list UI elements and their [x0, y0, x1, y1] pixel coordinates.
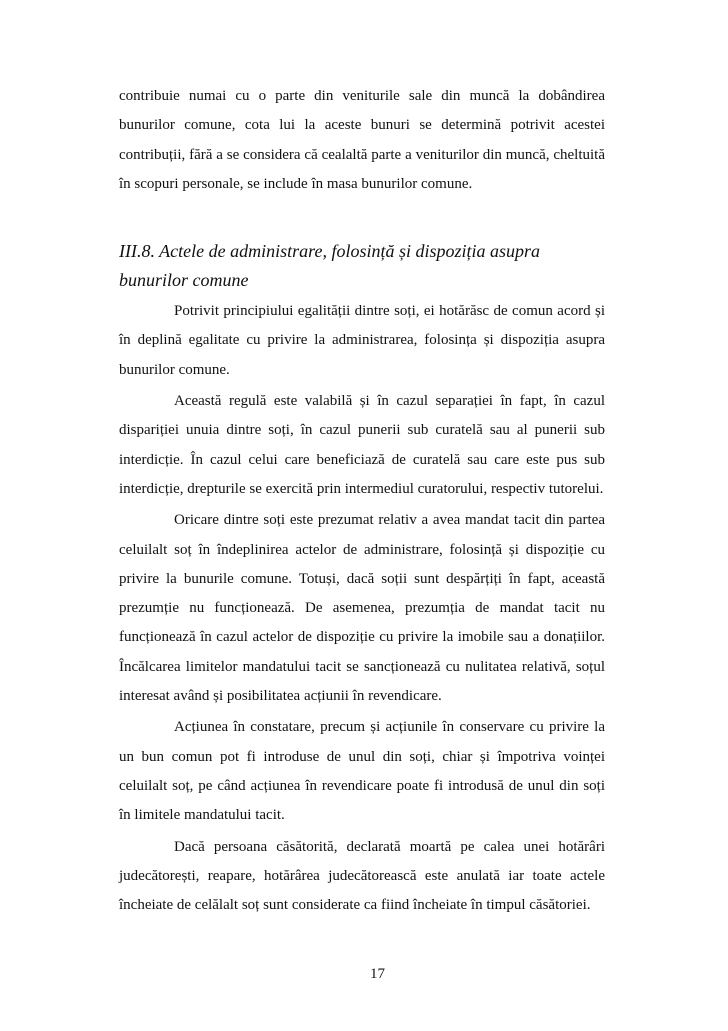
paragraph-5: Dacă persoana căsătorită, declarată moartă pe calea unei hotărâri judecătorești, reapare, hotărârea judecătorească este anulată iar toate actele încheiate de celălalt soț sunt considerate ca fiind încheiate în timpul căsătoriei. [119, 838, 605, 914]
paragraph-2: Această regulă este valabilă și în cazul separației în fapt, în cazul dispariției unuia dintre soți, în cazul punerii sub curatelă sau al punerii sub interdicție. În cazul celui care beneficiază de curatelă sau care este pus sub interdicție, drepturile se exercită prin intermediul curatorului, respectiv tutorelui. [119, 393, 605, 497]
section-heading: III.8. Actele de administrare, folosință și dispoziția asupra bunurilor comune [119, 241, 540, 291]
paragraph-continuation: contribuie numai cu o parte din veniturile sale din muncă la dobândirea bunurilor comune, cota lui la aceste bunuri se determină potrivit acestei contribuții, fără a se considera că cealaltă parte a veniturilor din muncă, cheltuită în scopuri personale, se include în masa bunurilor comune. [119, 88, 605, 192]
page-content [119, 82, 605, 920]
paragraph-3: Oricare dintre soți este prezumat relativ a avea mandat tacit din partea celuilalt soț în îndeplinirea actelor de administrare, folosință și dispoziție cu privire la bunurile comune. Totuși, dacă soții sunt despărțiți în fapt, această prezumție nu funcționează. De asemenea, prezumția de mandat tacit nu funcționează în cazul actelor de dispoziție cu privire la imobile sau a donațiilor. Încălcarea limitelor mandatului tacit se sancționează cu nulitatea relativă, soțul interesat având și posibilitatea acțiunii în revendicare. [119, 512, 605, 705]
paragraph-4: Acțiunea în constatare, precum și acțiunile în conservare cu privire la un bun comun pot fi introduse de unul din soți, chiar și împotriva voinței celuilalt soț, pe când acțiunea în revendicare poate fi introdusă de unul din soți în limitele mandatului tacit. [119, 719, 605, 824]
page-number: 17 [370, 966, 385, 982]
paragraph-1: Potrivit principiului egalității dintre soți, ei hotărăsc de comun acord și în deplină egalitate cu privire la administrarea, folosința și dispoziția asupra bunurilor comune. [119, 303, 605, 378]
